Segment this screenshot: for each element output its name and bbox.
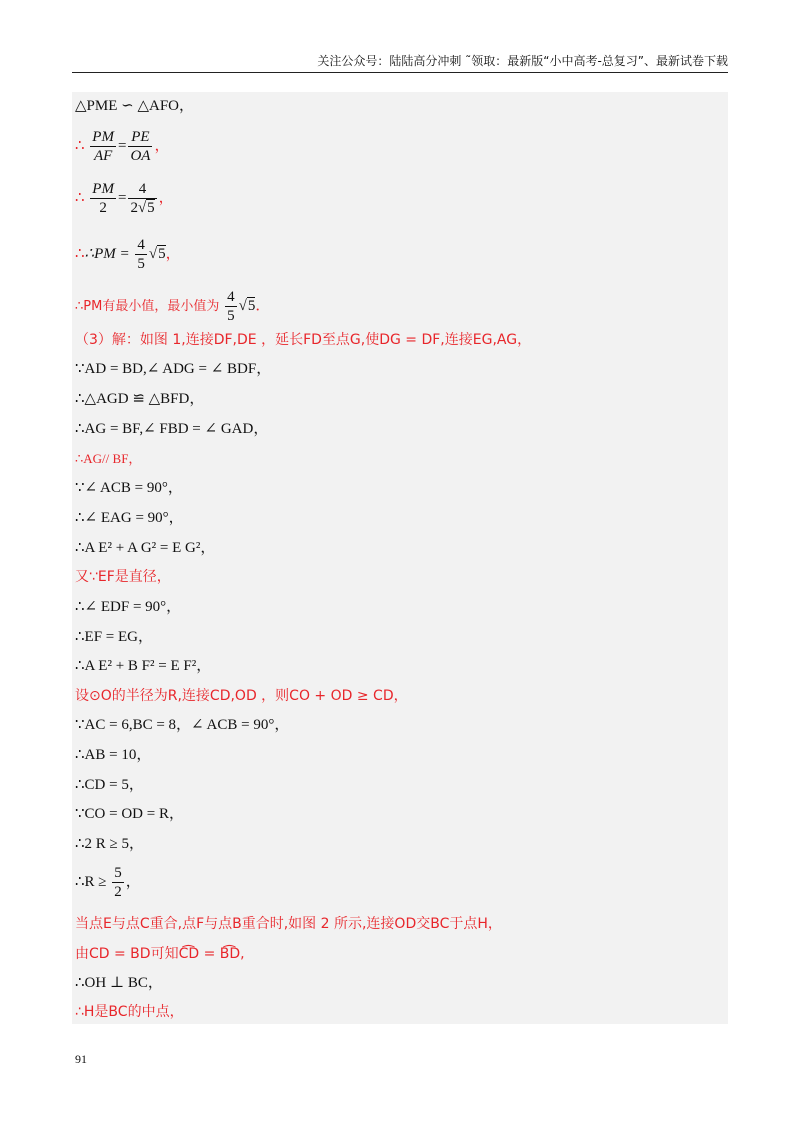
pm-equals: ∴PM =: [84, 245, 130, 262]
solution-content: [72, 92, 728, 1024]
comma: ，: [158, 189, 174, 206]
line-2r: ∴2 R ≥ 5，: [75, 836, 145, 852]
fraction-numerator: PE: [128, 128, 152, 147]
line-pm-minimum: [75, 288, 270, 325]
line-ratio-2: [75, 180, 174, 217]
equals-sign: =: [117, 189, 127, 206]
line-oh-perp-bc: ∴OH ⊥ BC，: [75, 975, 163, 991]
header-rule: [72, 72, 728, 73]
radicand: 5: [158, 245, 166, 262]
line-angle-acb: ∵∠ ACB = 90°，: [75, 480, 183, 496]
fraction-denominator: 2: [114, 884, 122, 900]
fraction-denominator: 2: [99, 200, 107, 216]
line-angle-edf: ∴∠ EDF = 90°，: [75, 599, 182, 615]
therefore-symbol: ∴: [75, 137, 85, 154]
equals-sign: =: [117, 137, 127, 154]
fraction-4-5: [135, 236, 147, 273]
pm-minimum-text: ∴PM有最小值，最小值为: [75, 298, 220, 314]
line-case-e-c: 当点E与点C重合,点F与点B重合时,如图 2 所示,连接OD交BC于点H，: [75, 916, 502, 932]
fraction-denominator: [128, 199, 156, 217]
line-pythagoras-eg: ∴A E² + A G² = E G²，: [75, 540, 216, 556]
square-root: √5: [137, 200, 155, 216]
line-ac-bc: ∵AC = 6,BC = 8，∠ ACB = 90°，: [75, 717, 290, 733]
line-ad-bd: ∵AD = BD,∠ ADG = ∠ BDF，: [75, 361, 272, 377]
fraction-pe-oa: [128, 128, 152, 165]
therefore-symbol: ∴: [75, 189, 85, 206]
line-angle-eag: ∴∠ EAG = 90°，: [75, 510, 184, 526]
fraction-numerator: 4: [128, 180, 156, 199]
line-similar-triangles: △PME ∽ △AFO，: [75, 98, 194, 114]
comma: ，: [125, 873, 141, 890]
fraction-numerator: 4: [137, 237, 145, 253]
line-ag-parallel-bf: ∴AG// BF，: [75, 451, 142, 466]
line-r-bound: [75, 864, 141, 901]
fraction-numerator: 5: [114, 865, 122, 881]
fraction-denominator: 5: [137, 256, 145, 272]
line-ef-diameter: 又∵EF是直径，: [75, 569, 171, 585]
fraction-numerator: PM: [92, 181, 114, 197]
line-ab: ∴AB = 10，: [75, 747, 152, 763]
radicand: 5: [247, 297, 256, 314]
fraction-pm-2: [90, 180, 116, 217]
square-root: √5: [238, 297, 256, 314]
fraction-pm-af: [90, 128, 116, 165]
fraction-4-over-2root5: [128, 180, 156, 217]
line-radius-r: 设⊙O的半径为R,连接CD,OD ，则CO + OD ≥ CD，: [75, 688, 408, 704]
line-congruent: ∴△AGD ≌ △BFD，: [75, 391, 205, 407]
line-h-midpoint: ∴H是BC的中点，: [75, 1004, 184, 1020]
fraction-denominator: OA: [130, 148, 151, 164]
fraction-numerator: 4: [227, 289, 235, 305]
line-ratio-1: [75, 128, 169, 165]
line-part3-intro: （3）解：如图 1,连接DF,DE ，延长FD至点G,使DG = DF,连接EG,AG，: [75, 332, 532, 348]
line-ef-eg: ∴EF = EG，: [75, 629, 154, 645]
page-number: 91: [75, 1052, 87, 1066]
line-co-od: ∵CO = OD = R，: [75, 806, 184, 822]
fraction-numerator: PM: [92, 129, 114, 145]
period: ．: [255, 297, 271, 314]
comma: ，: [154, 137, 170, 154]
line-arc-cd-bd: 由CD = BD可知C͡D = B͡D,: [75, 946, 245, 962]
coefficient: 2: [130, 200, 138, 216]
therefore-symbol: ∴: [75, 245, 85, 262]
fraction-denominator: 5: [227, 308, 235, 324]
fraction-4-5: [225, 288, 237, 325]
r-geq: ∴R ≥: [75, 873, 107, 890]
fraction-denominator: AF: [93, 148, 113, 164]
line-pythagoras-ef: ∴A E² + B F² = E F²，: [75, 658, 212, 674]
line-cd: ∴CD = 5，: [75, 777, 144, 793]
radicand: 5: [147, 200, 155, 216]
page-header: 关注公众号：陆陆高分冲刺 ˜领取：最新版“小中高考-总复习”、最新试卷下载: [317, 54, 728, 68]
fraction-5-2: [112, 864, 124, 901]
line-pm-value: [75, 236, 181, 273]
square-root: √5: [148, 245, 166, 262]
comma: ，: [165, 245, 181, 262]
line-ag-bf: ∴AG = BF,∠ FBD = ∠ GAD，: [75, 421, 269, 437]
